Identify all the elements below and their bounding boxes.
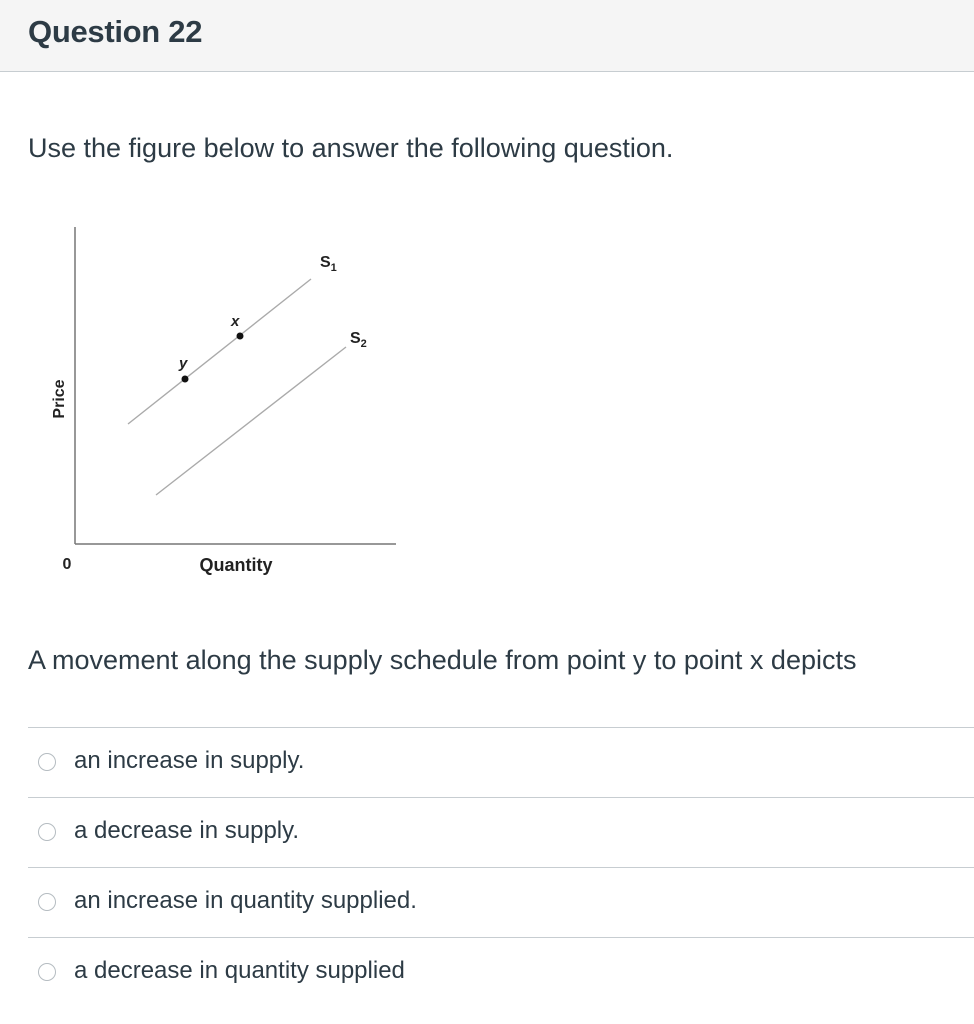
question-title: Question 22 bbox=[28, 14, 203, 49]
s2-letter: S bbox=[350, 330, 361, 347]
answer-label: a decrease in supply. bbox=[74, 817, 300, 844]
radio-button[interactable] bbox=[38, 753, 56, 771]
point-x bbox=[237, 333, 244, 340]
point-x-label: x bbox=[231, 313, 240, 330]
answer-option[interactable] bbox=[28, 727, 974, 797]
radio-button[interactable] bbox=[38, 893, 56, 911]
point-y bbox=[182, 376, 189, 383]
s1-subscript: 1 bbox=[330, 262, 337, 274]
supply-diagram bbox=[28, 215, 408, 595]
y-axis-label: Price bbox=[51, 379, 68, 419]
answer-option[interactable] bbox=[28, 797, 974, 867]
answer-label: a decrease in quantity supplied bbox=[74, 957, 405, 984]
s2-label bbox=[350, 330, 367, 350]
supply-figure bbox=[28, 215, 408, 595]
answer-option[interactable] bbox=[28, 867, 974, 937]
x-axis-label: Quantity bbox=[199, 555, 273, 575]
question-prompt: Use the figure below to answer the following question. bbox=[28, 133, 674, 163]
answer-label: an increase in supply. bbox=[74, 747, 305, 774]
point-y-label: y bbox=[179, 355, 188, 372]
supply-curve-s1 bbox=[128, 279, 311, 424]
answer-option[interactable] bbox=[28, 937, 974, 1007]
answer-list bbox=[28, 727, 974, 1007]
question-header bbox=[0, 0, 974, 72]
answer-label: an increase in quantity supplied. bbox=[74, 887, 417, 914]
radio-button[interactable] bbox=[38, 823, 56, 841]
s1-label bbox=[320, 254, 337, 274]
question-text: A movement along the supply schedule from point y to point x depicts bbox=[28, 645, 857, 675]
origin-label: 0 bbox=[62, 556, 72, 573]
s1-letter: S bbox=[320, 254, 331, 271]
s2-subscript: 2 bbox=[360, 338, 367, 350]
radio-button[interactable] bbox=[38, 963, 56, 981]
